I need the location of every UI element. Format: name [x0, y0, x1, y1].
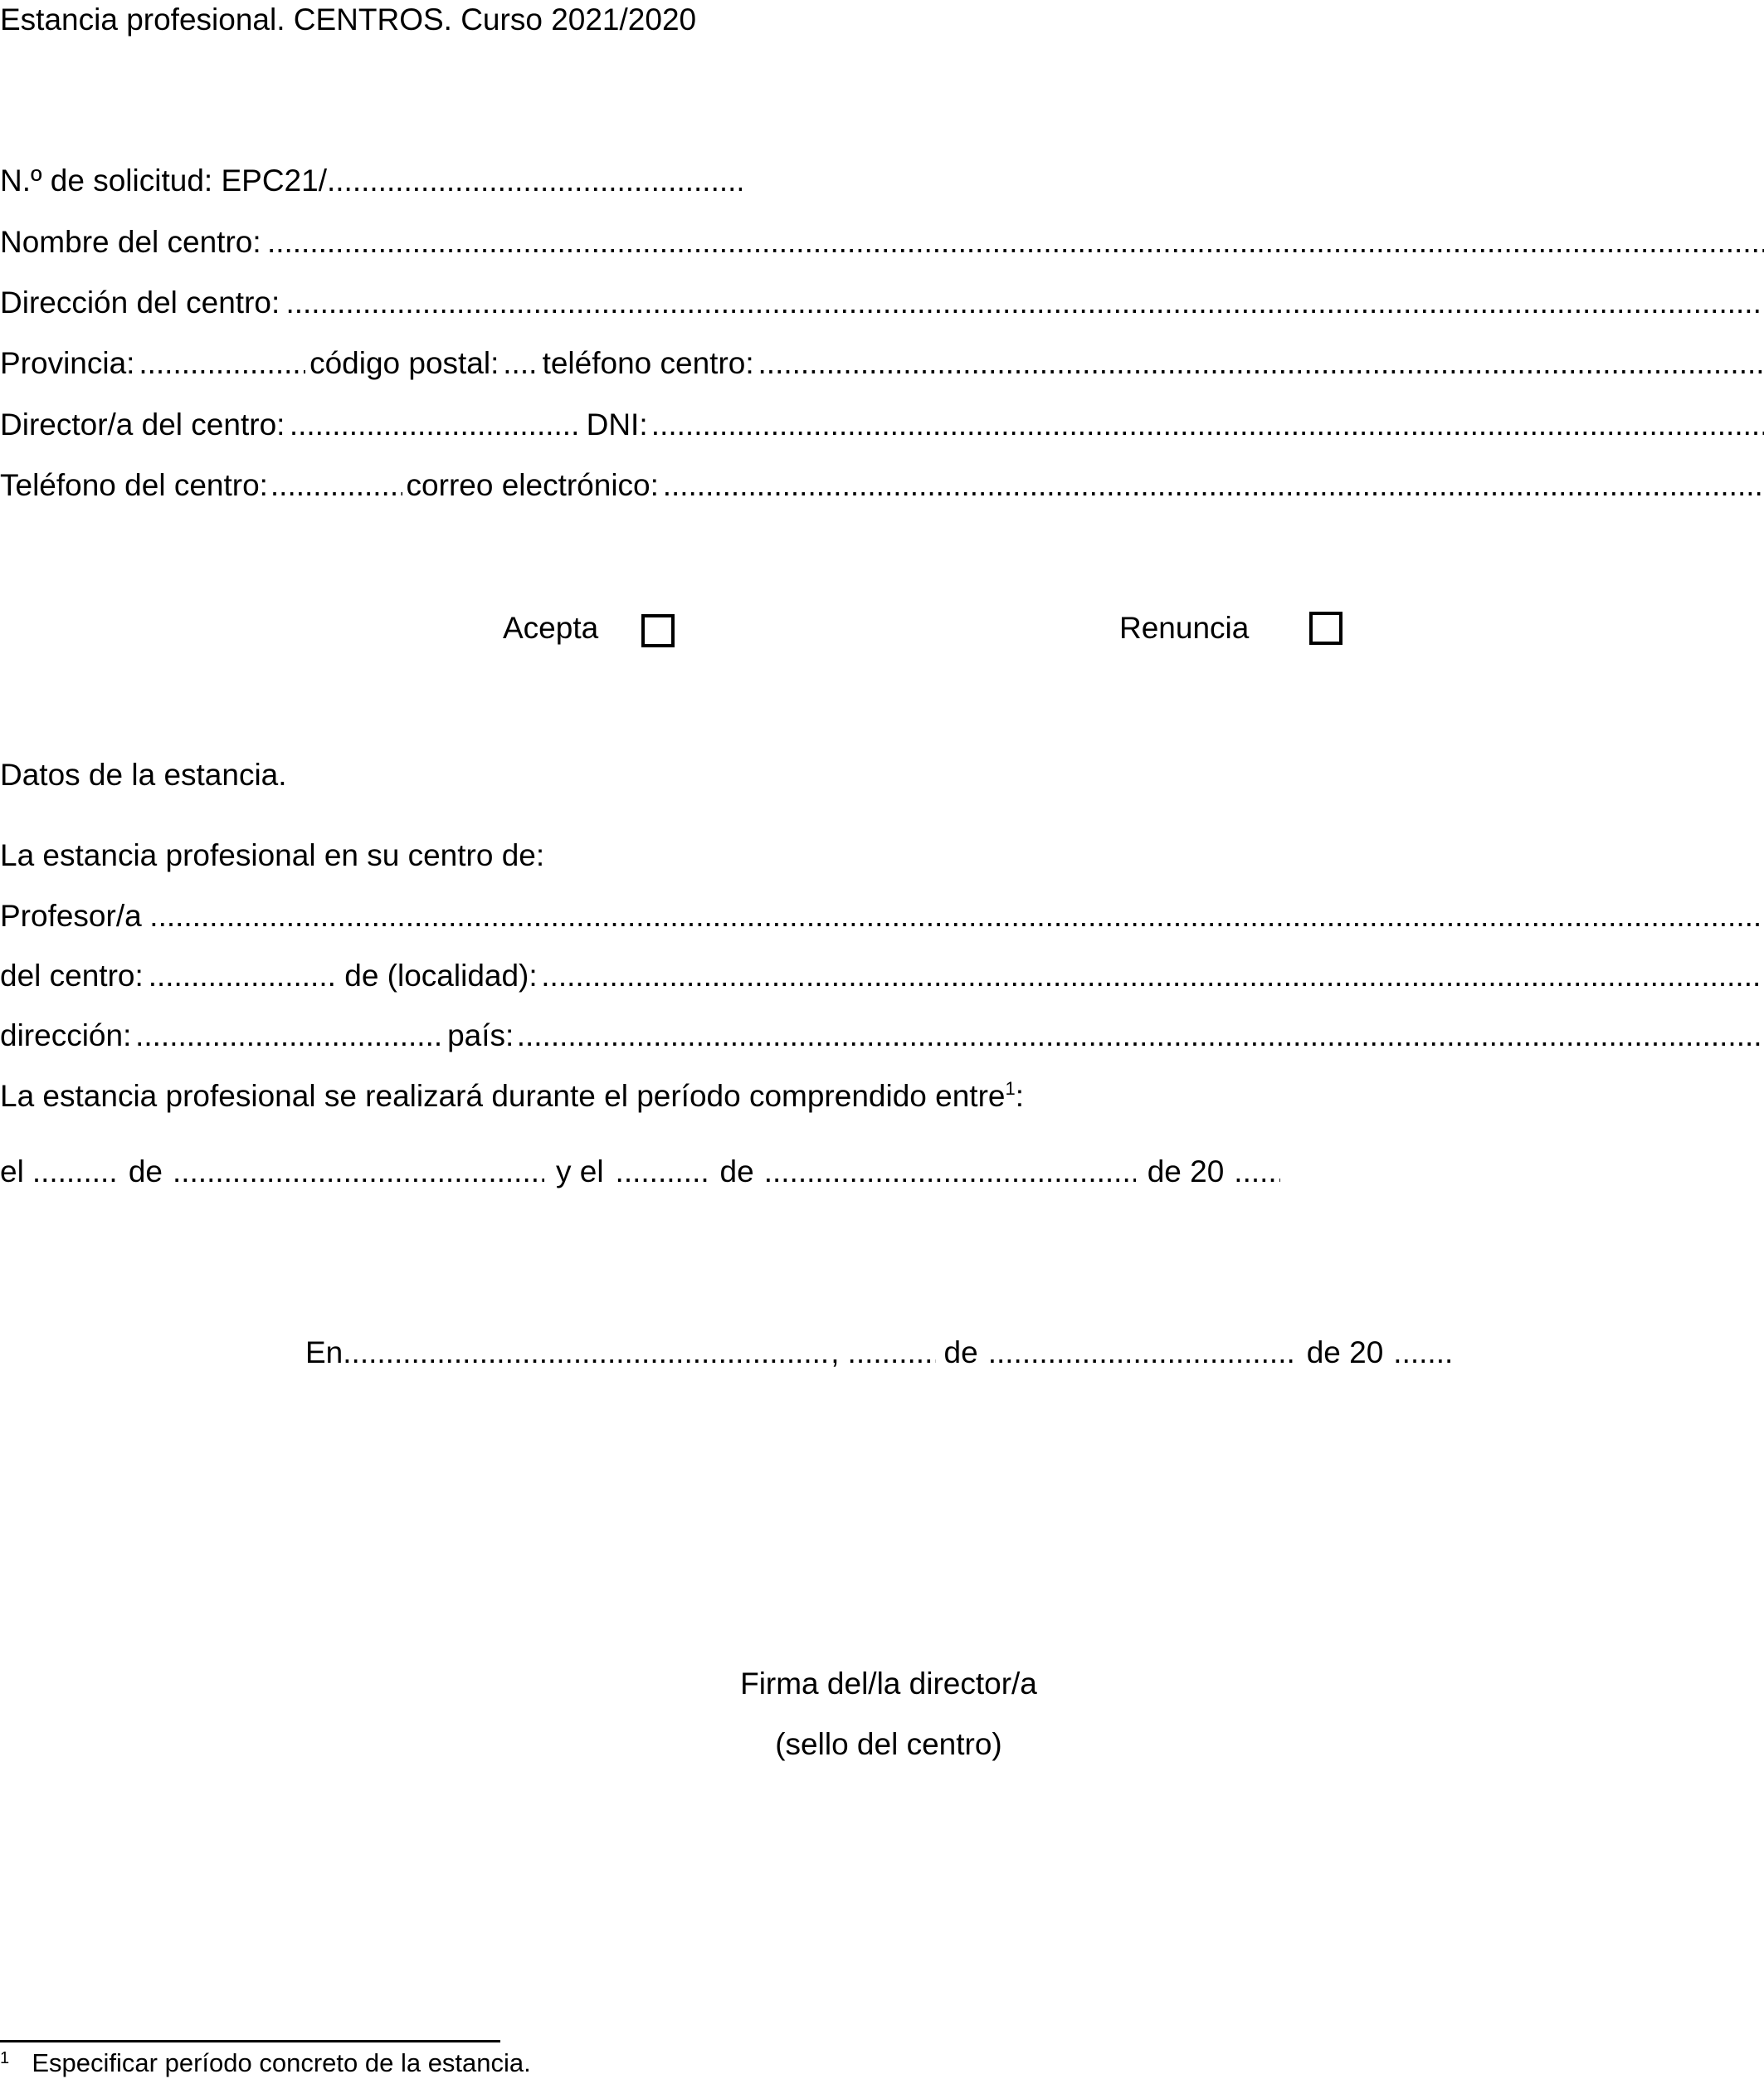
end-month-field[interactable] [764, 1147, 1136, 1197]
stay-intro: La estancia profesional en su centro de: [0, 838, 545, 872]
end-day-field[interactable] [616, 1147, 710, 1197]
centre-address-field[interactable] [285, 278, 1764, 328]
centre-name-label: Nombre del centro: [0, 225, 261, 259]
stay-address-field[interactable] [135, 1011, 443, 1061]
centre-phone-label: teléfono centro: [542, 346, 754, 380]
renounce-label: Renuncia [1119, 611, 1250, 645]
province-field[interactable] [139, 339, 305, 388]
period-dates-row [0, 1147, 1764, 1197]
sign-month-field[interactable] [988, 1328, 1297, 1378]
place-comma: , [831, 1335, 840, 1369]
dni-field[interactable] [651, 400, 1764, 450]
province-label: Provincia: [0, 346, 135, 380]
date-de2-label: de [719, 1154, 754, 1188]
centre-name-field[interactable] [267, 217, 1764, 267]
stay-section-title: Datos de la estancia. [0, 758, 287, 792]
director-row [0, 400, 1764, 450]
place-date-row [305, 1328, 1467, 1378]
centre-address-label: Dirección del centro: [0, 285, 280, 320]
teacher-row [0, 891, 1764, 941]
footnote-text: Especificar período concreto de la estancia. [32, 2048, 531, 2077]
period-text-line [0, 1071, 1764, 1121]
director-field[interactable] [290, 400, 582, 450]
locality-label: de (localidad): [344, 959, 538, 993]
start-day-field[interactable] [32, 1147, 120, 1197]
signature-title: Firma del/la director/a [740, 1667, 1037, 1701]
date-el-label: el [0, 1154, 24, 1188]
from-centre-label: del centro: [0, 959, 144, 993]
place-en-label: En [305, 1335, 344, 1369]
director-label: Director/a del centro: [0, 408, 285, 442]
period-footnote-ref: 1 [1005, 1078, 1016, 1099]
accept-checkbox[interactable] [641, 614, 675, 647]
centre-phone-field[interactable] [758, 339, 1764, 388]
email-field[interactable] [663, 461, 1764, 510]
start-month-field[interactable] [173, 1147, 544, 1197]
place-year-label: de 20 [1306, 1335, 1384, 1369]
postal-code-field[interactable] [503, 339, 537, 388]
request-number-label: N.º de solicitud: EPC21/ [0, 163, 327, 198]
footnote-divider [0, 2040, 500, 2042]
sign-year-field[interactable] [1393, 1328, 1451, 1378]
province-row [0, 339, 1764, 388]
renounce-checkbox[interactable] [1309, 612, 1342, 645]
date-y-el-label: y el [555, 1154, 604, 1188]
centre-name-row [0, 217, 1764, 267]
signature-stamp: (sello del centro) [775, 1727, 1002, 1761]
country-field[interactable] [517, 1011, 1764, 1061]
accept-label: Acepta [503, 611, 599, 645]
locality-field[interactable] [541, 951, 1761, 1001]
stay-address-row [0, 1011, 1764, 1061]
teacher-field[interactable] [149, 891, 1764, 941]
year-field[interactable] [1234, 1147, 1280, 1197]
place-field[interactable] [343, 1328, 831, 1378]
centre-telephone-label: Teléfono del centro: [0, 468, 268, 502]
dni-label: DNI: [586, 408, 648, 442]
email-label: correo electrónico: [406, 468, 659, 502]
footnote [0, 2048, 531, 2078]
centre-address-row [0, 278, 1764, 328]
telephone-row [0, 461, 1764, 510]
postal-code-label: código postal: [309, 346, 499, 380]
period-suffix: : [1015, 1079, 1025, 1113]
from-centre-field[interactable] [149, 951, 339, 1001]
place-de1-label: de [943, 1335, 978, 1369]
period-text: La estancia profesional se realizará durante el período comprendido entre [0, 1079, 1006, 1113]
request-number-field[interactable] [327, 156, 742, 206]
centre-telephone-field[interactable] [270, 461, 402, 510]
sign-day-field[interactable] [848, 1328, 936, 1378]
from-centre-row [0, 951, 1764, 1001]
teacher-label: Profesor/a [0, 899, 142, 933]
date-de1-label: de [128, 1154, 163, 1188]
request-number-row [0, 156, 1764, 206]
date-year-label: de 20 [1147, 1154, 1225, 1188]
page-title: Estancia profesional. CENTROS. Curso 2021/2020 [0, 2, 697, 37]
stay-address-label: dirección: [0, 1018, 132, 1052]
country-label: país: [447, 1018, 514, 1052]
footnote-number: 1 [0, 2049, 10, 2067]
